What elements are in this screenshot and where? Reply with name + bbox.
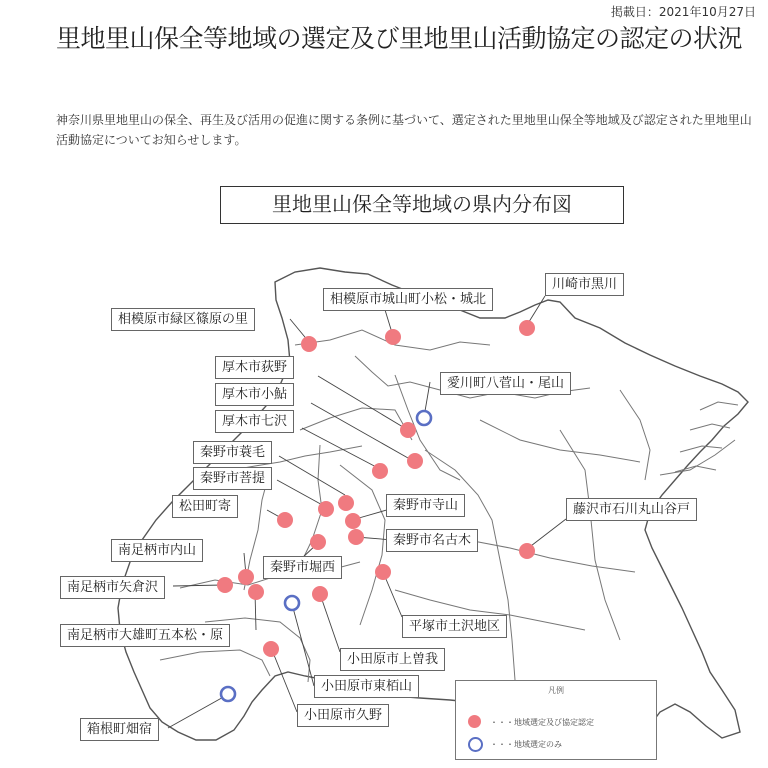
map-legend (455, 680, 657, 760)
site-marker-selected-only (285, 596, 299, 610)
site-marker (263, 641, 279, 657)
label-odawara-kuno: 小田原市久野 (297, 704, 389, 727)
label-atsugi-nanasawa: 厚木市七沢 (215, 410, 294, 433)
label-atsugi-ogino: 厚木市荻野 (215, 356, 294, 379)
label-hadano-minoge: 秦野市蓑毛 (193, 441, 272, 464)
site-marker (338, 495, 354, 511)
site-marker (318, 501, 334, 517)
label-minamiashigara-uchiyama: 南足柄市内山 (111, 539, 203, 562)
label-sagamihara-shinohara: 相模原市緑区篠原の里 (111, 308, 255, 331)
site-marker (248, 584, 264, 600)
site-marker (385, 329, 401, 345)
label-aikawa-hassuge: 愛川町八菅山・尾山 (440, 372, 571, 395)
site-marker (519, 543, 535, 559)
label-hiratsuka: 平塚市土沢地区 (402, 615, 507, 638)
red-dot-icon (468, 715, 481, 728)
label-fujisawa: 藤沢市石川丸山谷戸 (566, 498, 697, 521)
site-marker (310, 534, 326, 550)
intro-text: 神奈川県里地里山の保全、再生及び活用の促進に関する条例に基づいて、選定された里地里山保全等地域及び認定された里地里山活動協定についてお知らせします。 (56, 113, 752, 147)
site-marker-selected-only (417, 411, 431, 425)
site-marker (238, 569, 254, 585)
label-odawara-higashitaura: 小田原市東栢山 (314, 675, 419, 698)
site-marker (400, 422, 416, 438)
label-minamiashigara-yagurasawa: 南足柄市矢倉沢 (60, 576, 165, 599)
site-marker (375, 564, 391, 580)
site-marker (372, 463, 388, 479)
site-marker (345, 513, 361, 529)
label-atsugi-koayu: 厚木市小鮎 (215, 383, 294, 406)
site-marker (312, 586, 328, 602)
site-marker (301, 336, 317, 352)
label-hadano-bodai: 秦野市菩提 (193, 467, 272, 490)
coastline-harbor (675, 402, 738, 472)
blue-ring-icon (468, 737, 483, 752)
label-minamiashigara-oyuu: 南足柄市大雄町五本松・原 (60, 624, 230, 647)
legend-label-certified: ・・・地域選定及び協定認定 (490, 718, 594, 727)
site-marker-selected-only (221, 687, 235, 701)
label-hakone-hatajuku: 箱根町畑宿 (80, 718, 159, 741)
label-sagamihara-shiroyama: 相模原市城山町小松・城北 (323, 288, 493, 311)
legend-title: 凡例 (548, 686, 564, 695)
site-marker (519, 320, 535, 336)
site-marker (348, 529, 364, 545)
legend-label-selected-only: ・・・地域選定のみ (490, 740, 562, 749)
label-hadano-terayama: 秦野市寺山 (386, 494, 465, 517)
site-marker (217, 577, 233, 593)
publication-date: 掲載日：2021年10月27日 (610, 5, 756, 19)
page-title: 里地里山保全等地域の選定及び里地里山活動協定の認定の状況 (56, 24, 743, 53)
site-marker (277, 512, 293, 528)
label-odawara-kamisoga: 小田原市上曽我 (340, 648, 445, 671)
label-kawasaki-kurokawa: 川崎市黒川 (545, 273, 624, 296)
map-title: 里地里山保全等地域の県内分布図 (220, 186, 624, 224)
label-matsuda-yadoriki: 松田町寄 (172, 495, 238, 518)
label-hadano-horinishi: 秦野市堀西 (263, 556, 342, 579)
site-marker (407, 453, 423, 469)
label-hadano-nagoki: 秦野市名古木 (386, 529, 478, 552)
